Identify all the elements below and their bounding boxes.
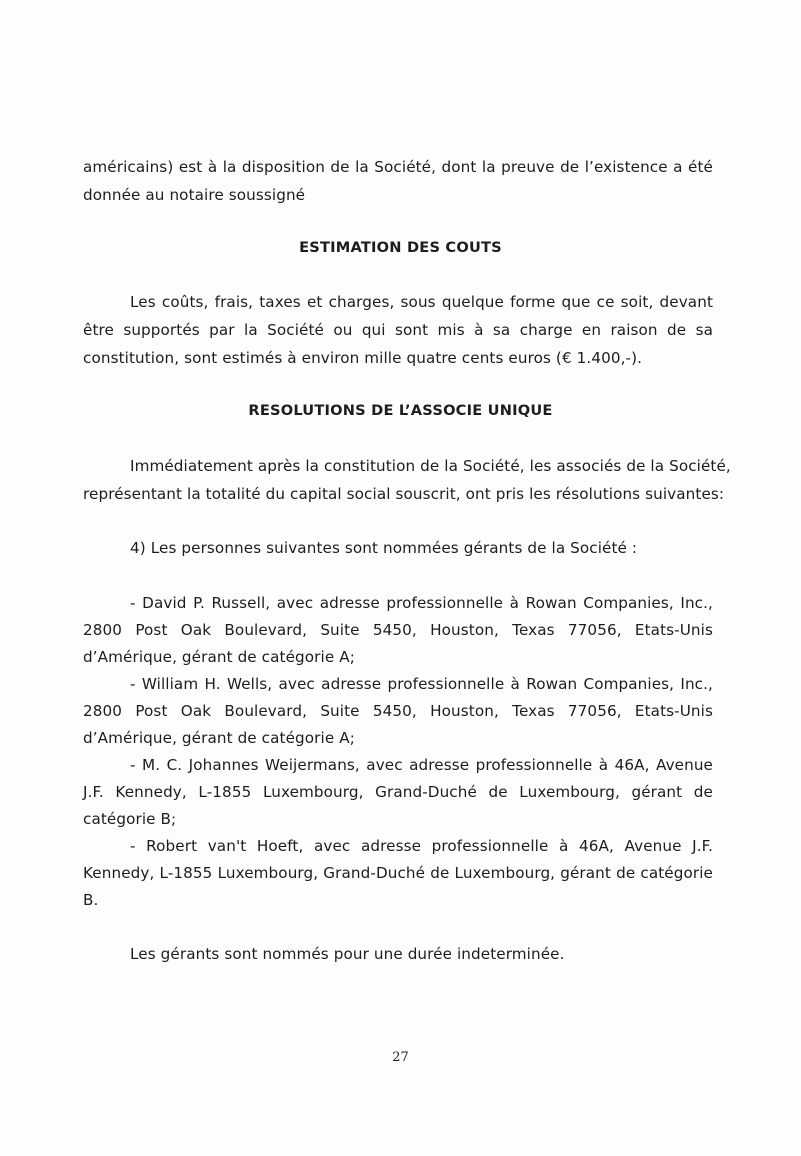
manager-3-line-1: - M. C. Johannes Weijermans, avec adresse professionnelle à 46A, Avenue [130, 756, 713, 774]
manager-4-line-3: B. [83, 891, 99, 909]
manager-2-line-1: - William H. Wells, avec adresse professionnelle à Rowan Companies, Inc., [130, 675, 713, 693]
section-heading-estimation: ESTIMATION DES COUTS [299, 239, 502, 256]
manager-3-line-3: catégorie B; [83, 810, 177, 828]
section1-line-3: constitution, sont estimés à environ mille quatre cents euros (€ 1.400,-). [83, 349, 643, 367]
manager-1-line-2: 2800 Post Oak Boulevard, Suite 5450, Houston, Texas 77056, Etats-Unis [83, 621, 713, 639]
section1-line-2: être supportés par la Société ou qui sont mis à sa charge en raison de sa [83, 321, 713, 339]
manager-4-line-2: Kennedy, L-1855 Luxembourg, Grand-Duché de Luxembourg, gérant de catégorie [83, 864, 713, 882]
intro-line-1: américains) est à la disposition de la Société, dont la preuve de l’existence a été [83, 158, 713, 176]
resolutions-para-line-2: représentant la totalité du capital social souscrit, ont pris les résolutions suivantes: [83, 485, 725, 503]
closing-statement: Les gérants sont nommés pour une durée indeterminée. [130, 945, 565, 963]
section1-line-1: Les coûts, frais, taxes et charges, sous quelque forme que ce soit, devant [130, 293, 713, 311]
resolution-item-4: 4) Les personnes suivantes sont nommées gérants de la Société : [130, 539, 638, 557]
manager-2-line-2: 2800 Post Oak Boulevard, Suite 5450, Houston, Texas 77056, Etats-Unis [83, 702, 713, 720]
manager-1-line-1: - David P. Russell, avec adresse professionnelle à Rowan Companies, Inc., [130, 594, 713, 612]
manager-1-line-3: d’Amérique, gérant de catégorie A; [83, 648, 355, 666]
manager-4-line-1: - Robert van't Hoeft, avec adresse professionnelle à 46A, Avenue J.F. [130, 837, 713, 855]
manager-2-line-3: d’Amérique, gérant de catégorie A; [83, 729, 355, 747]
page-number: 27 [392, 1050, 409, 1065]
intro-line-2: donnée au notaire soussigné [83, 186, 306, 204]
manager-3-line-2: J.F. Kennedy, L-1855 Luxembourg, Grand-Duché de Luxembourg, gérant de [83, 783, 713, 801]
resolutions-para-line-1: Immédiatement après la constitution de la Société, les associés de la Société, [130, 457, 731, 475]
section-heading-resolutions: RESOLUTIONS DE L’ASSOCIE UNIQUE [248, 402, 553, 419]
